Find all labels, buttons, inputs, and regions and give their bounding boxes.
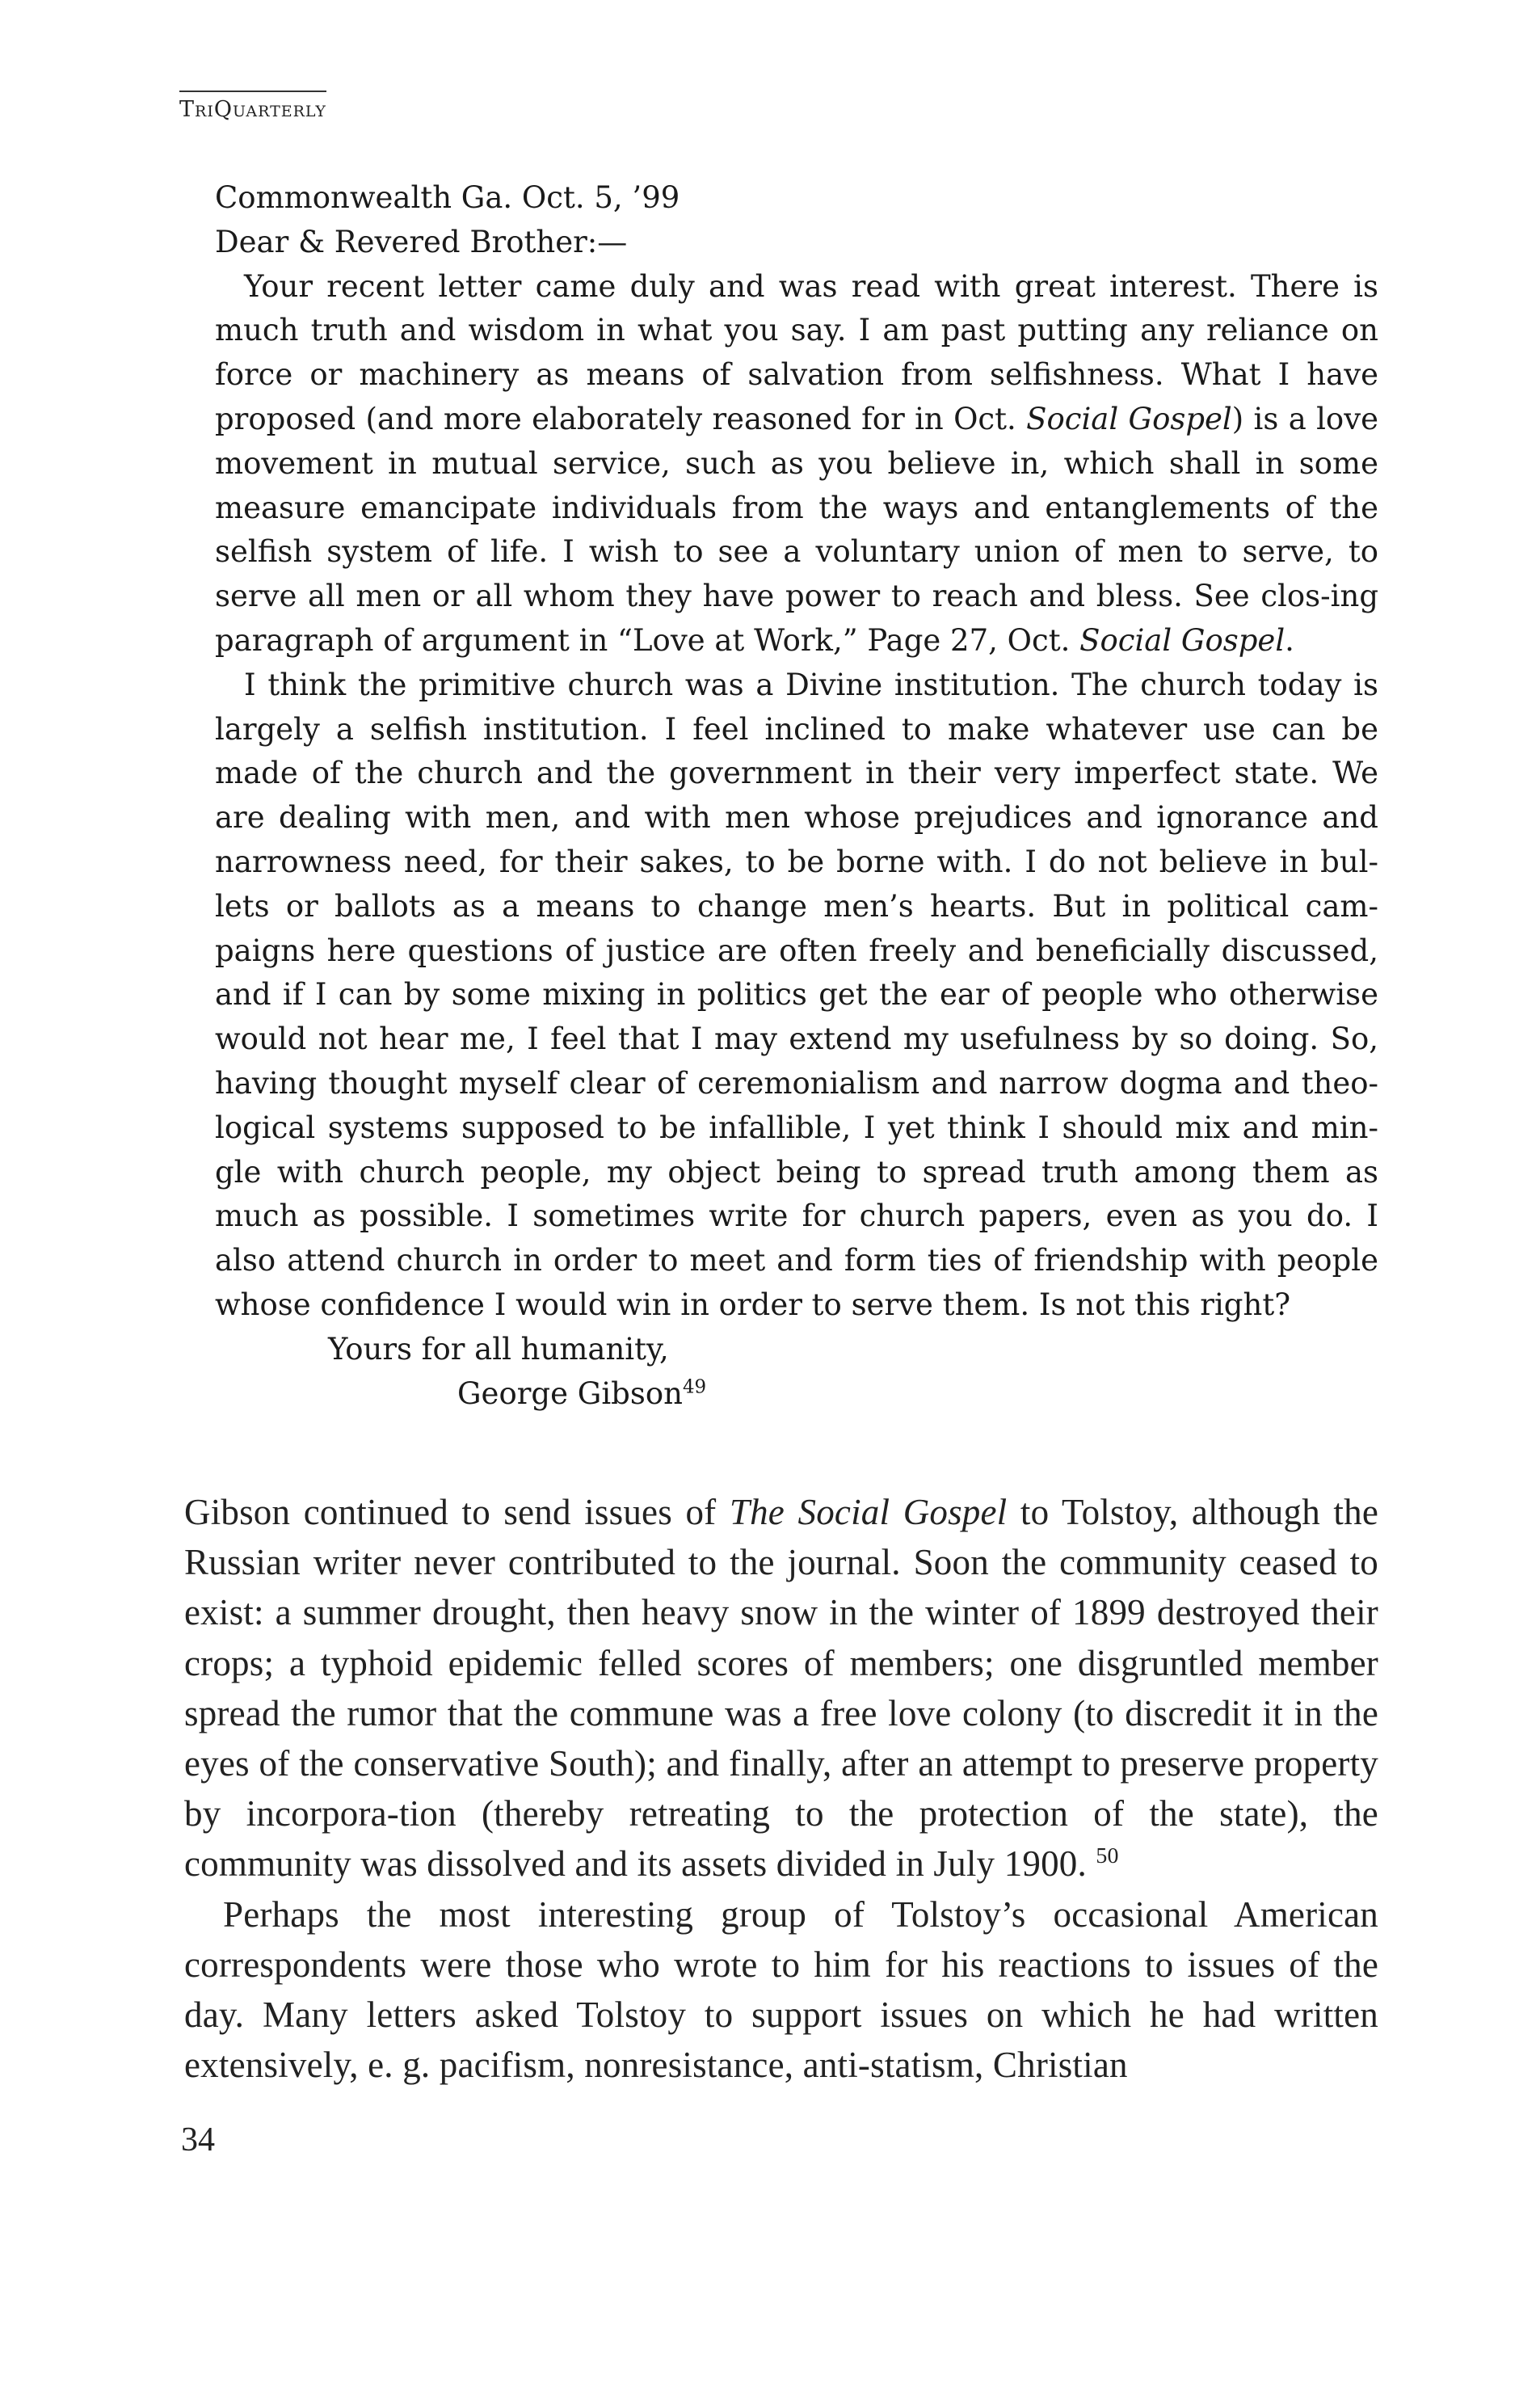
letter-para1-text-c: . bbox=[1285, 622, 1294, 658]
letter-signature bbox=[215, 1372, 1378, 1417]
letter-para1-text-b: ) is a love movement in mutual service, such as you believe in, which shall in some measure emancipate individuals from the ways and entanglements of the selfish system of life. I wish to see a voluntary union of men to serve, to serve all men or all whom they have power to reach and bless. See clos-ing paragraph of argument in “Love at Work,” Page 27, Oct. bbox=[215, 401, 1378, 658]
running-head: TriQuarterly bbox=[179, 91, 326, 123]
body-paragraph-1 bbox=[184, 1487, 1378, 1889]
body-p1-text-b: to Tolstoy, although the Russian writer never contributed to the journal. Soon the community ceased to exist: a summer drought, then heavy snow in the winter of 1899 destroyed their crops; a typhoid epidemic felled scores of members; one disgruntled member spread the rumor that the commune was a free love colony (to discredit it in the eyes of the conservative South); and finally, after an attempt to preserve property by incorpora-tion (thereby retreating to the protection of the state), the community was dissolved and its assets divided in July 1900. bbox=[184, 1492, 1379, 1885]
page-number: 34 bbox=[181, 2121, 215, 2159]
letter-para1-text-a: Your recent letter came duly and was read with great interest. There is much truth and wisdom in what you say. I am past putting any reliance on force or machinery as means of salvation from selfishness. What I have proposed (and more elaborately reasoned for in Oct. bbox=[215, 268, 1378, 436]
quoted-letter bbox=[215, 176, 1378, 1416]
footnote-ref-49: 49 bbox=[682, 1376, 707, 1398]
body-p1-journal-title: The Social Gospel bbox=[729, 1492, 1008, 1532]
signature-name: George Gibson bbox=[457, 1375, 683, 1411]
footnote-ref-50: 50 bbox=[1096, 1843, 1119, 1869]
letter-para1-title-a: Social Gospel bbox=[1026, 401, 1232, 436]
letter-closing: Yours for all humanity, bbox=[328, 1331, 669, 1367]
letter-para1-title-b: Social Gospel bbox=[1079, 622, 1285, 658]
letter-salutation: Dear & Revered Brother:— bbox=[215, 224, 628, 259]
body-p1-text-a: Gibson continued to send issues of bbox=[184, 1492, 730, 1532]
letter-dateline: Commonwealth Ga. Oct. 5, ’99 bbox=[215, 180, 680, 215]
body-text bbox=[184, 1487, 1378, 2090]
letter-paragraph-2: I think the primitive church was a Divine institution. The church today is largely a selfish institution. I feel inclined to make whatever use can be made of the church and the government in their very imperfect state. We are dealing with men, and with men whose prejudices and ignorance and narrowness need, for their sakes, to be borne with. I do not believe in bul-lets or ballots as a means to change men’s hearts. But in political cam-paigns here questions of justice are often freely and beneficially discussed, and if I can by some mixing in politics get the ear of people who otherwise would not hear me, I feel that I may extend my usefulness by so doing. So, having thought myself clear of ceremonialism and narrow dogma and theo-logical systems supposed to be infallible, I yet think I should mix and min-gle with church people, my object being to spread truth among them as much as possible. I sometimes write for church papers, even as you do. I also attend church in order to meet and form ties of friendship with people whose confidence I would win in order to serve them. Is not this right? bbox=[215, 667, 1378, 1322]
body-paragraph-2: Perhaps the most interesting group of Tolstoy’s occasional American correspondents were those who wrote to him for his reactions to issues of the day. Many letters asked Tolstoy to support issues on which he had written extensively, e. g. pacifism, nonresistance, anti-statism, Christian bbox=[184, 1893, 1378, 2086]
letter-paragraph-1 bbox=[215, 265, 1378, 663]
